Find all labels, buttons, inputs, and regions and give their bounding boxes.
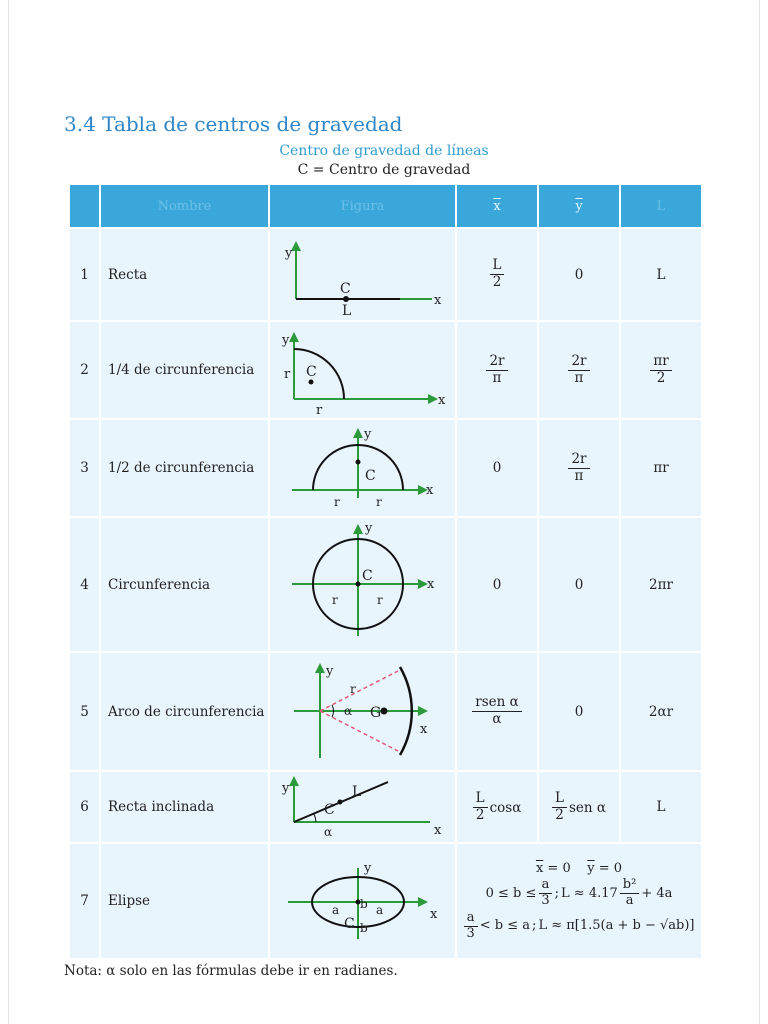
table-row [69,228,702,321]
cell-y: 0 [538,517,620,652]
row-name: 1/2 de circunferencia [100,419,269,517]
svg-text:C: C [340,281,351,297]
row-number: 2 [69,321,100,419]
svg-text:α: α [324,825,333,838]
cell-y: 0 [538,652,620,771]
figure-arc [269,652,456,771]
arc-diagram [270,653,457,766]
header-figure: Figura [269,184,456,228]
svg-text:x: x [430,907,438,922]
table-header-row [69,184,702,228]
row-number: 3 [69,419,100,517]
footnote: Nota: α solo en las fórmulas debe ir en radianes. [64,963,398,979]
header-name: Nombre [100,184,269,228]
svg-text:x: x [427,577,435,592]
svg-text:a: a [332,903,340,917]
cell-l: 2αr [620,652,702,771]
cell-l: L [620,228,702,321]
cell-y: $\frac{2r}{\pi}$ [538,419,620,517]
table-row [69,843,702,959]
svg-text:C: C [306,364,317,380]
cell-x: $\frac{\text{rsen α}}{\alpha}$ [456,652,538,771]
cell-l: πr [620,419,702,517]
header-l: L [620,184,702,228]
svg-text:y: y [282,781,290,796]
cell-x: $\frac{2r}{\pi}$ [456,321,538,419]
header-x: $\overline{x}$ [456,184,538,228]
table-row [69,771,702,843]
svg-text:r: r [377,593,383,607]
cell-l: L [620,771,702,843]
row-number: 7 [69,843,100,959]
svg-text:y: y [285,246,293,261]
svg-text:x: x [420,722,428,737]
svg-text:a: a [376,903,384,917]
ellipse-formula-line-1: $\overline{x} = 0$ $\overline{y} = 0$ [535,861,623,877]
cell-x: 0 [456,419,538,517]
row-name: Recta [100,228,269,321]
svg-text:y: y [282,333,290,348]
svg-text:y: y [365,521,373,536]
svg-text:L: L [342,303,352,316]
svg-text:b: b [360,921,368,935]
row-number: 5 [69,652,100,771]
recta-diagram [270,229,457,316]
row-number: 6 [69,771,100,843]
figure-ellipse [269,843,456,959]
svg-text:x: x [426,483,434,498]
cell-x: $\frac{L}{2}$ cosα [456,771,538,843]
svg-text:r: r [376,495,382,509]
quarter-circle-diagram [270,322,457,414]
ellipse-formula-line-2: 0 ≤ b ≤ $\frac{a}{3}$ ; L ≈ 4.17 $\frac{\text{b²}}{a}$ + 4a [485,876,673,908]
figure-quarter-circle [269,321,456,419]
header-y: $\overline{y}$ [538,184,620,228]
row-name: Circunferencia [100,517,269,652]
ellipse-formula-line-3: $\frac{a}{3}$ < b ≤ a ; L ≈ π[1.5(a + b − √ab)] [464,911,695,942]
svg-text:C: C [344,916,355,932]
svg-text:α: α [344,704,353,718]
figure-inclined-line [269,771,456,843]
table-row [69,419,702,517]
table-row [69,321,702,419]
section-title: 3.4 Tabla de centros de gravedad [64,112,403,136]
inclined-line-diagram [270,772,457,838]
cell-l: $\frac{\pi r}{2}$ [620,321,702,419]
svg-text:G: G [370,705,382,721]
table-row [69,652,702,771]
circle-diagram [270,518,457,647]
svg-text:r: r [334,495,340,509]
row-number: 1 [69,228,100,321]
cell-ellipse-formulas [456,843,702,959]
cell-y: 0 [538,228,620,321]
svg-text:C: C [362,568,373,584]
svg-text:y: y [364,427,372,442]
figure-recta [269,228,456,321]
cell-l: 2πr [620,517,702,652]
cell-x: $\frac{L}{2}$ [456,228,538,321]
svg-text:x: x [434,823,442,838]
cell-y: $\frac{L}{2}$ sen α [538,771,620,843]
table-subtitle: Centro de gravedad de líneas [279,143,489,159]
svg-text:b: b [360,897,368,911]
svg-text:r: r [350,682,356,696]
cell-y: $\frac{2r}{\pi}$ [538,321,620,419]
figure-circle [269,517,456,652]
table-subtitle-definition: C = Centro de gravedad [297,162,471,178]
half-circle-diagram [270,420,457,512]
table-row [69,517,702,652]
row-name: Elipse [100,843,269,959]
svg-text:C: C [324,802,335,818]
svg-text:r: r [316,403,323,414]
row-name: 1/4 de circunferencia [100,321,269,419]
centroid-table [68,183,703,960]
svg-text:y: y [364,861,372,876]
svg-text:r: r [284,367,291,382]
row-name: Recta inclinada [100,771,269,843]
svg-text:x: x [438,393,446,408]
svg-text:x: x [434,293,442,308]
svg-text:L: L [352,784,362,800]
svg-text:C: C [365,468,376,484]
svg-text:r: r [332,593,338,607]
header-number [69,184,100,228]
figure-half-circle [269,419,456,517]
row-number: 4 [69,517,100,652]
ellipse-diagram [270,844,457,954]
row-name: Arco de circunferencia [100,652,269,771]
svg-text:y: y [326,664,334,679]
cell-x: 0 [456,517,538,652]
